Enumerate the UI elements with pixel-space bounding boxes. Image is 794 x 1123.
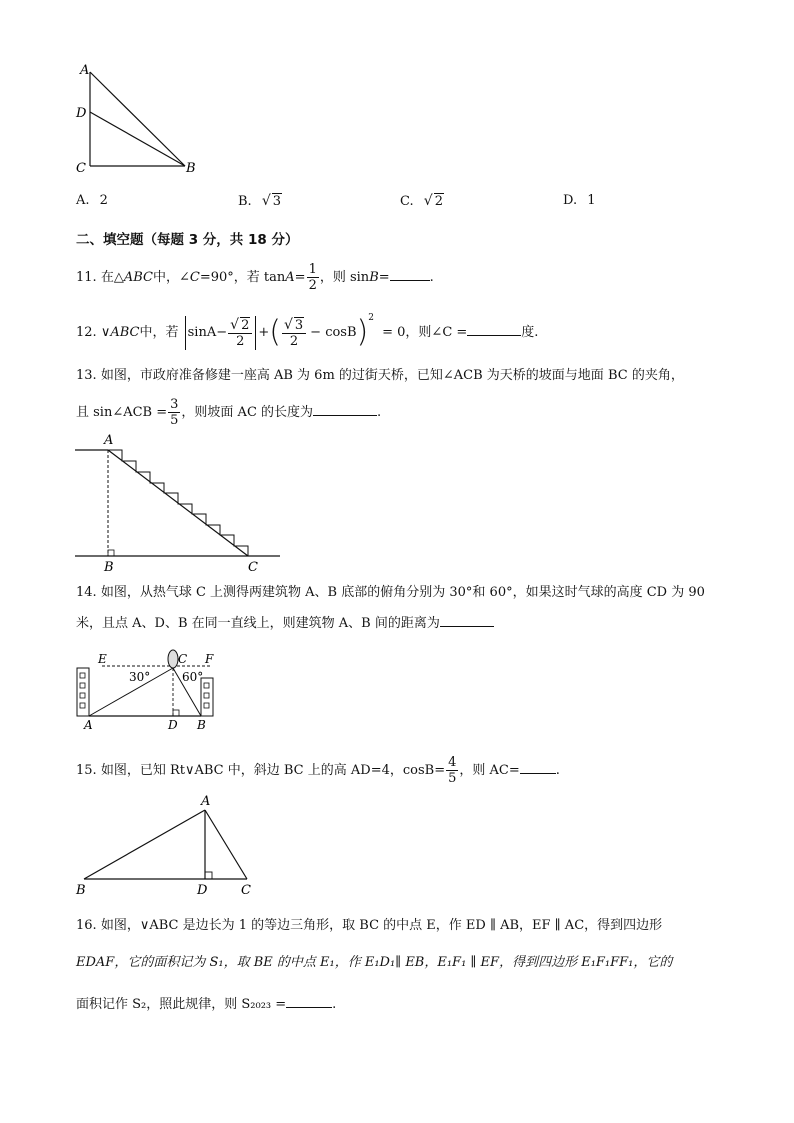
figure-q14 [72, 646, 222, 732]
label-angle-30: 30° [129, 670, 151, 684]
label-C: C [241, 883, 251, 898]
question-11: 11. 在△ABC中，∠C=90°，若 tanA= $\frac{1}{2}$ ，则 sinB= . [76, 262, 434, 293]
figure-q13 [70, 430, 285, 575]
question-12: 12. ∨ABC中，若 sinA− $\frac{√ 2}{2}$ +( $\frac{√ 3}{2}$ − cosB)$^2$ = 0，则∠C = 度. [76, 313, 539, 350]
label-F: F [205, 652, 214, 666]
label-A: A [80, 63, 90, 78]
option-value: 2 [434, 194, 443, 209]
label-B: B [104, 560, 114, 575]
label-A: A [104, 433, 114, 448]
label-E: E [98, 652, 107, 666]
label-C: C [76, 161, 86, 176]
question-16-line1: 16. 如图，∨ABC 是边长为 1 的等边三角形，取 BC 的中点 E，作 ED ∥ AB，EF ∥ AC，得到四边形 [76, 918, 663, 933]
question-16-line3: 面积记作 S₂，照此规律，则 S₂₀₂₃ = . [76, 997, 337, 1012]
question-16-line2: EDAF，它的面积记为 S₁，取 BE 的中点 E₁，作 E₁D₁∥ EB，E₁F₁ ∥ EF，得到四边形 E₁F₁FF₁，它的 [76, 955, 673, 970]
label-A: A [84, 718, 93, 732]
question-13-line2: 且 sin∠ACB = $\frac{3}{5}$ ，则坡面 AC 的长度为 . [76, 397, 382, 428]
question-14-line1: 14. 如图，从热气球 C 上测得两建筑物 A、B 底部的俯角分别为 30°和 60°，如果这时气球的高度 CD 为 90 [76, 585, 705, 600]
label-B: B [186, 161, 196, 176]
label-D: D [168, 718, 178, 732]
option-letter: A. [76, 193, 90, 208]
label-C: C [248, 560, 258, 575]
option-value: 2 [99, 193, 108, 208]
label-D: D [76, 106, 87, 121]
fraction: $\frac{4}{5}$ [448, 755, 457, 786]
option-letter: B. [238, 194, 252, 209]
option-b[interactable]: B. √ 3 [238, 193, 282, 209]
label-B: B [76, 883, 86, 898]
option-a[interactable] [76, 193, 108, 208]
question-14-line2: 米，且点 A、D、B 在同一直线上，则建筑物 A、B 间的距离为 [76, 614, 494, 634]
figure-q15 [72, 790, 262, 898]
section-title: 二、填空题（每题 3 分，共 18 分） [76, 232, 299, 248]
fraction: $\frac{1}{2}$ [308, 262, 317, 293]
fraction: $\frac{3}{5}$ [170, 397, 179, 428]
option-letter: C. [400, 194, 414, 209]
label-C: C [178, 652, 188, 666]
answer-blank[interactable] [286, 995, 332, 1008]
option-value: 1 [587, 193, 596, 208]
label-B: B [197, 718, 206, 732]
answer-blank[interactable] [520, 761, 556, 774]
figure-q10 [70, 60, 210, 182]
label-A: A [201, 794, 211, 809]
option-d[interactable] [563, 193, 596, 208]
answer-blank[interactable] [390, 268, 430, 281]
option-value: 3 [272, 194, 282, 209]
answer-blank[interactable] [313, 403, 377, 416]
answer-blank[interactable] [467, 323, 521, 336]
question-13-line1: 13. 如图，市政府准备修建一座高 AB 为 6m 的过街天桥，已知∠ACB 为天桥的坡面与地面 BC 的夹角， [76, 368, 684, 383]
answer-blank[interactable] [440, 614, 494, 627]
option-letter: D. [563, 193, 578, 208]
label-angle-60: 60° [182, 670, 204, 684]
option-c[interactable]: C. √ 2 [400, 193, 443, 209]
label-D: D [197, 883, 208, 898]
question-15: 15. 如图，已知 Rt∨ABC 中，斜边 BC 上的高 AD=4，cosB= $\frac{4}{5}$ ，则 AC= . [76, 755, 560, 786]
